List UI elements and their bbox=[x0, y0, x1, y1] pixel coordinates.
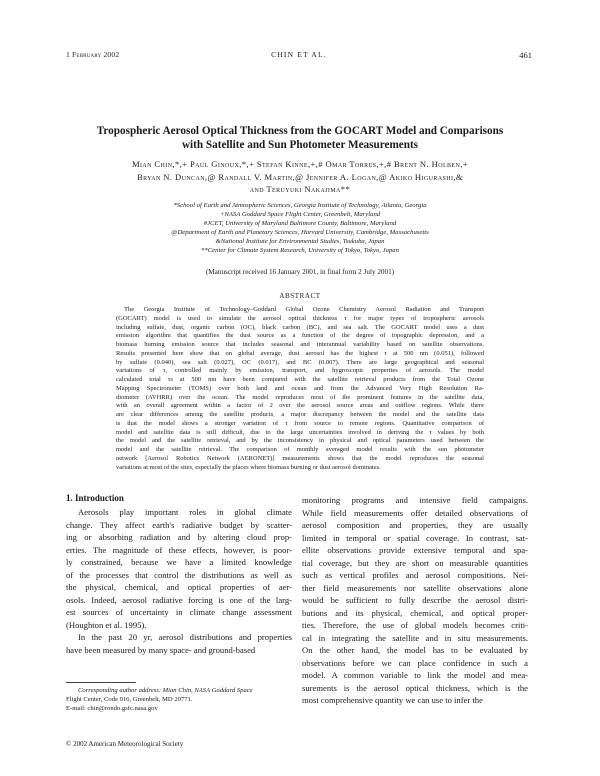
text-line: #JCET, University of Maryland Baltimore County, Baltimore, Maryland bbox=[203, 220, 397, 228]
text-line: model and satellite data is still difficult, due to the large uncertainties involved in deriving the τ values by both bbox=[116, 428, 484, 436]
text-line: calculated total τs at 500 nm have been compared with the satellite retrieval products from the Total Ozone bbox=[116, 376, 484, 383]
footnote-line-1: Corresponding author address: Mian Chin, NASA Goddard Space bbox=[78, 687, 253, 694]
text-line: While field measurements offer detailed observations of bbox=[302, 507, 528, 518]
corresponding-author-footnote bbox=[66, 686, 292, 713]
section-heading-introduction: 1. Introduction bbox=[66, 493, 124, 503]
text-line: would be sufficient to fully describe the aerosol distri- bbox=[302, 595, 528, 605]
text-line: @Department of Earth and Planetary Sciences, Harvard University, Cambridge, Massachusetts bbox=[171, 229, 429, 237]
text-line: (Houghton et al. 1995). bbox=[66, 619, 147, 630]
text-line: Mapping Spectrometer (TOMS) over both land and ocean and from the Advanced Very High Resolution Ra- bbox=[116, 384, 484, 392]
text-line: observations before we can place confidence in such a bbox=[302, 657, 528, 668]
copyright-notice: © 2002 American Meteorological Society bbox=[66, 740, 184, 748]
text-line: Bryan N. Duncan,@ Randall V. Martin,@ Jennifer A. Logan,@ Akiko Higurashi,& bbox=[137, 171, 463, 182]
text-line: est sources of uncertainty in climate change assessment bbox=[66, 607, 292, 617]
text-line: Tropospheric Aerosol Optical Thickness from the GOCART Model and Comparisons bbox=[96, 125, 504, 137]
text-line: tial coverage, but they are short on measurable quantities bbox=[302, 557, 528, 568]
text-line: by sulfate (0.040), sea salt (0.027), OC (0.017), and BC (0.007). There are large geographical and seasonal bbox=[116, 358, 484, 366]
text-line: biomass burning emission source that includes seasonal and interannual variability based on satellite observations. bbox=[116, 341, 484, 348]
text-line: **Center for Climate System Research, University of Tokyo, Tokyo, Japan bbox=[201, 247, 399, 255]
page-number: 461 bbox=[519, 50, 532, 60]
text-line: (GOCART) model is used to simulate the aerosol optical thickness τ for major types of tropospheric aerosols bbox=[116, 314, 484, 322]
text-line: ing or absorbing radiation and by altering cloud prop- bbox=[66, 532, 292, 542]
text-line: model and the satellite retrieval. The comparison of monthly averaged model results with the sun photometer bbox=[116, 446, 484, 453]
paper-title bbox=[66, 124, 534, 152]
text-line: variations of τ, controlled mainly by emission, transport, and hygroscopic properties of aerosols. The model bbox=[116, 367, 484, 375]
text-line: +NASA Goddard Space Flight Center, Greenbelt, Maryland bbox=[219, 211, 381, 219]
text-line: *School of Earth and Atmospheric Sciences, Georgia Institute of Technology, Atlanta, Georgia bbox=[173, 202, 427, 209]
text-line: limited in temporal or spatial coverage. In contrast, sat- bbox=[302, 532, 528, 543]
abstract-body bbox=[116, 306, 484, 472]
text-line: with Satellite and Sun Photometer Measurements bbox=[181, 139, 419, 151]
text-line: ther field measurements nor satellite observations alone bbox=[302, 582, 528, 593]
text-line: and Teruyuki Nakajima** bbox=[249, 184, 351, 194]
text-line: including sulfate, dust, organic carbon (OC), black carbon (BC), and sea salt. The GOCART model uses a dust bbox=[116, 323, 484, 331]
text-line: diometer (AVHRR) over the ocean. The model reproduces most of the prominent features in the satellite data, bbox=[116, 393, 484, 401]
text-line: network [Aerosol Robotics Network (AERONET)] measurements shows that the model reproduces the seasonal bbox=[116, 454, 484, 462]
text-line: aerosol composition and properties, they are usually bbox=[302, 520, 528, 530]
author-list bbox=[66, 158, 534, 196]
text-line: emission algorithm that quantifies the dust source as a function of the degree of topographic depression, and a bbox=[116, 332, 484, 340]
text-line: model. A common variable to link the model and mea- bbox=[302, 670, 528, 680]
text-line: the model and the satellite retrieval, and by the inconsistency in physical and optical parameters used between the bbox=[116, 437, 484, 445]
running-head-authors: CHIN ET AL. bbox=[271, 50, 327, 59]
text-line: surements is the aerosol optical thickness, which is the bbox=[302, 682, 528, 693]
abstract-heading: ABSTRACT bbox=[279, 292, 321, 300]
left-column-text bbox=[66, 506, 292, 656]
text-line: Aerosols play important roles in global climate bbox=[78, 507, 292, 517]
running-head-date: 1 February 2002 bbox=[66, 50, 120, 59]
text-line: Results presented here show that on global average, dust aerosol has the highest τ at 500 nm (0.051), followed bbox=[116, 349, 484, 357]
footnote-line-2: Flight Center, Code 916, Greenbelt, MD 20771. bbox=[66, 696, 193, 703]
footnote-line-3: E-mail: chin@rondo.gsfc.nasa.gov bbox=[66, 705, 158, 712]
text-line: is that the model shows a stronger variation of τ from source to remote regions. Quantitative comparison of bbox=[116, 419, 484, 427]
text-line: of the processes that control the distributions as well as bbox=[66, 569, 292, 580]
text-line: are clear differences among the satellite products, a major discrepancy between the model and the satellite data bbox=[116, 411, 484, 418]
text-line: most comprehensive quantity we can use to infer the bbox=[302, 695, 483, 705]
text-line: cal in integrating the satellite and in situ measurements. bbox=[302, 632, 528, 643]
text-line: variations at most of the sites, especially the places where biomass burning or dust aerosol dominates. bbox=[116, 463, 381, 471]
footnote-rule bbox=[66, 682, 136, 683]
text-line: In the past 20 yr, aerosol distributions and properties bbox=[78, 632, 292, 642]
text-line: The Georgia Institute of Technology–Goddard Global Ozone Chemistry Aerosol Radiation and Transport bbox=[124, 306, 484, 313]
text-line: the physical, chemical, and optical properties of aer- bbox=[66, 582, 292, 592]
text-line: Mian Chin,*,+ Paul Ginoux,*,+ Stefan Kinne,+,# Omar Torres,+,# Brent N. Holben,+ bbox=[131, 159, 469, 169]
running-head bbox=[66, 50, 532, 64]
text-line: monitoring programs and intensive field campaigns. bbox=[302, 495, 528, 505]
manuscript-note: (Manuscript received 16 January 2001, in final form 2 July 2001) bbox=[205, 268, 395, 276]
text-line: ly constrained, because we have a limited knowledge bbox=[66, 557, 292, 567]
text-line: such as vertical profiles and aerosol compositions. Nei- bbox=[302, 570, 528, 580]
text-line: ellite observations provide extensive temporal and spa- bbox=[302, 545, 528, 555]
text-line: with an overall agreement within a factor of 2 over the aerosol source areas and outflow regions. While there bbox=[116, 402, 484, 410]
text-line: ties. Therefore, the use of global models becomes criti- bbox=[302, 620, 528, 630]
text-line: have been measured by many space- and ground-based bbox=[66, 644, 256, 655]
right-column-text bbox=[302, 494, 528, 707]
text-line: osols. Indeed, aerosol radiative forcing is one of the larg- bbox=[66, 594, 292, 605]
text-line: On the other hand, the model has to be evaluated by bbox=[302, 645, 528, 655]
text-line: erties. The magnitude of these effects, however, is poor- bbox=[66, 544, 292, 555]
text-line: &National Institute for Environmental Studies, Tsukuba, Japan bbox=[215, 238, 385, 246]
affiliations bbox=[66, 201, 534, 256]
text-line: butions and its physical, chemical, and optical proper- bbox=[302, 607, 528, 618]
text-line: change. They affect earth's radiative budget by scatter- bbox=[66, 519, 292, 530]
